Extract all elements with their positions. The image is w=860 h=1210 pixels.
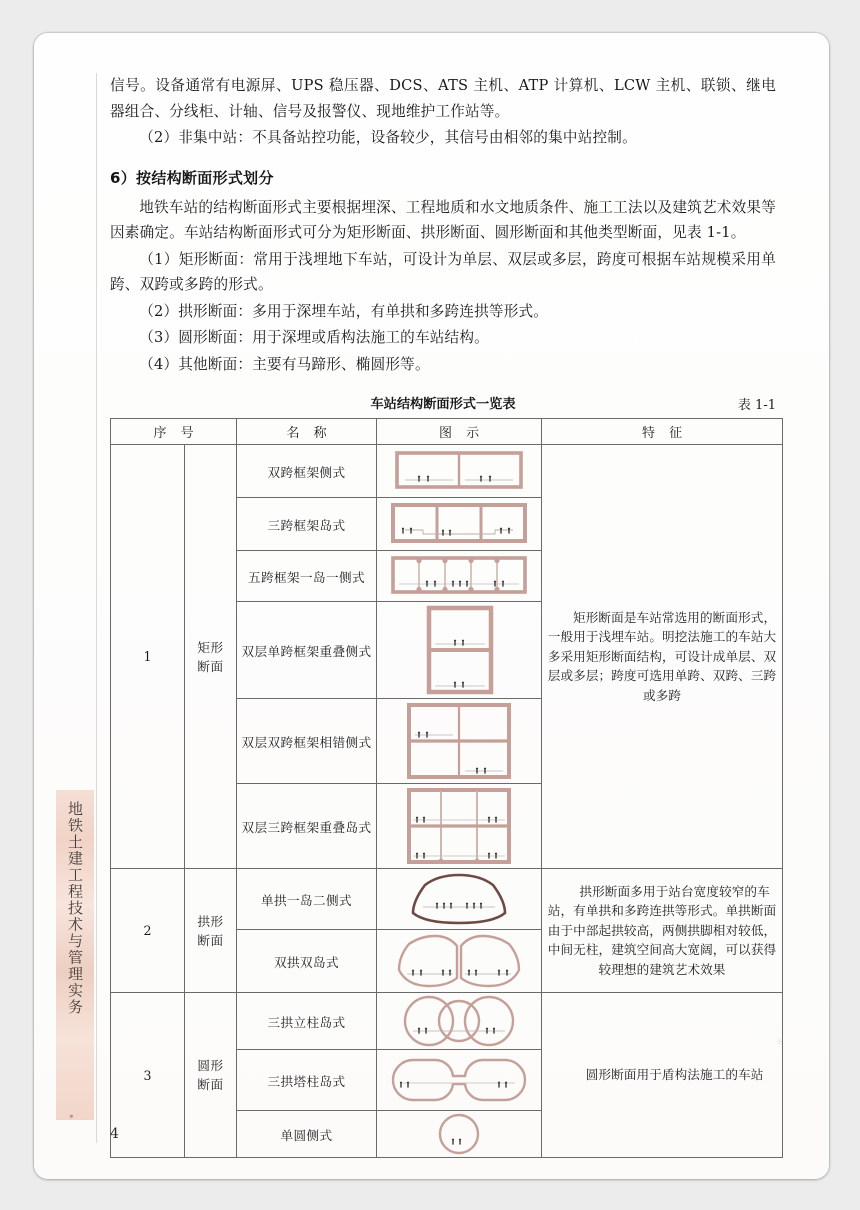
page-content bbox=[110, 73, 776, 1158]
paragraph-circle-section: （3）圆形断面：用于深埋或盾构法施工的车站结构。 bbox=[139, 329, 489, 346]
cell-figure-single-circle-side bbox=[377, 1111, 542, 1158]
double-span-frame-side-diagram bbox=[377, 445, 541, 497]
triple-span-frame-island-diagram bbox=[377, 498, 541, 550]
paragraph-rect-section: （1）矩形断面：常用于浅埋地下车站，可设计为单层、双层或多层，跨度可根据车站规模采用单跨、双跨或多跨的形式。 bbox=[110, 250, 776, 293]
document-page bbox=[34, 33, 829, 1179]
paragraph-non-central-station: （2）非集中站：不具备站控功能，设备较少，其信号由相邻的集中站控制。 bbox=[139, 129, 637, 146]
cell-form-name: 单圆侧式 bbox=[237, 1111, 377, 1158]
double-arch-double-island-diagram bbox=[377, 930, 541, 992]
side-tab-title: 地铁土建工程技术与管理实务 bbox=[66, 801, 84, 1016]
cell-form-name: 双层双跨框架相错侧式 bbox=[237, 699, 377, 784]
cell-category: 拱形 断面 bbox=[185, 869, 237, 993]
margin-rule bbox=[96, 73, 97, 1143]
cell-form-name: 五跨框架一岛一侧式 bbox=[237, 551, 377, 602]
cell-sequence-no: 1 bbox=[111, 445, 185, 869]
page-number: 4 bbox=[110, 1126, 119, 1142]
table-caption-title: 车站结构断面形式一览表 bbox=[370, 397, 516, 412]
cell-form-name: 双跨框架侧式 bbox=[237, 445, 377, 498]
col-header-feature: 特 征 bbox=[542, 419, 783, 445]
table-row bbox=[111, 993, 783, 1050]
paragraph-other-section: （4）其他断面：主要有马蹄形、椭圆形等。 bbox=[139, 355, 430, 373]
table-header-row bbox=[111, 419, 783, 445]
cell-figure-two-level-double-span-offset-side bbox=[377, 699, 542, 784]
cell-figure-two-level-single-span-stacked-side bbox=[377, 602, 542, 699]
cell-feature-description: 拱形断面多用于站台宽度较窄的车站，有单拱和多跨连拱等形式。单拱断面由于中部起拱较高，两侧拱脚相对较低，中间无柱，建筑空间高大宽阔，可以获得较理想的建筑艺术效果 bbox=[542, 869, 783, 993]
cell-category: 圆形 断面 bbox=[185, 993, 237, 1158]
cell-form-name: 单拱一岛二侧式 bbox=[237, 869, 377, 930]
paragraph-signal-equipment: 信号。设备通常有电源屏、UPS 稳压器、DCS、ATS 主机、ATP 计算机、LCW 主机、联锁、继电器组合、分线柜、计轴、信号及报警仪、现地维护工作站等。 bbox=[110, 77, 776, 120]
cell-category: 矩形 断面 bbox=[185, 445, 237, 869]
cell-form-name: 双层单跨框架重叠侧式 bbox=[237, 602, 377, 699]
cell-figure-two-level-triple-span-stacked-island bbox=[377, 784, 542, 869]
cell-sequence-no: 2 bbox=[111, 869, 185, 993]
single-arch-one-island-two-side-diagram bbox=[377, 869, 541, 929]
five-span-frame-island-side-diagram bbox=[377, 551, 541, 601]
cell-figure-triple-span-frame-island bbox=[377, 498, 542, 551]
cell-form-name: 双层三跨框架重叠岛式 bbox=[237, 784, 377, 869]
paragraph-arch-section: （2）拱形断面：多用于深埋车站，有单拱和多跨连拱等形式。 bbox=[139, 302, 549, 320]
cell-feature-description: 矩形断面是车站常选用的断面形式，一般用于浅埋车站。明挖法施工的车站大多采用矩形断面结构，可设计成单层、双层或多层；跨度可选用单跨、双跨、三跨或多跨 bbox=[542, 445, 783, 869]
single-circle-side-diagram bbox=[377, 1111, 541, 1157]
faint-mark: ⁘ bbox=[775, 1037, 786, 1049]
cell-figure-triple-circle-tower-island bbox=[377, 1050, 542, 1111]
table-number: 表 1-1 bbox=[737, 398, 776, 413]
cell-figure-single-arch-one-island-two-side bbox=[377, 869, 542, 930]
table-row bbox=[111, 869, 783, 930]
table-body bbox=[111, 445, 783, 1158]
cell-form-name: 三拱立柱岛式 bbox=[237, 993, 377, 1050]
two-level-triple-span-stacked-island-diagram bbox=[377, 784, 541, 868]
col-header-figure: 图 示 bbox=[377, 419, 542, 445]
cell-figure-five-span-frame-island-side bbox=[377, 551, 542, 602]
section-heading: 6）按结构断面形式划分 bbox=[110, 168, 274, 187]
cell-form-name: 三拱塔柱岛式 bbox=[237, 1050, 377, 1111]
cell-form-name: 双拱双岛式 bbox=[237, 930, 377, 993]
two-level-single-span-stacked-side-diagram bbox=[377, 602, 541, 698]
cell-figure-double-span-frame-side bbox=[377, 445, 542, 498]
side-tab-mark: • bbox=[64, 1113, 77, 1120]
triple-circle-tower-island-diagram bbox=[377, 1050, 541, 1110]
cell-form-name: 三跨框架岛式 bbox=[237, 498, 377, 551]
col-header-name: 名 称 bbox=[237, 419, 377, 445]
section-forms-table bbox=[110, 418, 783, 1158]
cell-figure-triple-circle-column-island bbox=[377, 993, 542, 1050]
table-caption bbox=[110, 393, 776, 415]
paragraph-section-intro: 地铁车站的结构断面形式主要根据埋深、工程地质和水文地质条件、施工工法以及建筑艺术效果等因素确定。车站结构断面形式可分为矩形断面、拱形断面、圆形断面和其他类型断面，见表 1-1。 bbox=[110, 198, 776, 241]
cell-sequence-no: 3 bbox=[111, 993, 185, 1158]
cell-figure-double-arch-double-island bbox=[377, 930, 542, 993]
two-level-double-span-offset-side-diagram bbox=[377, 699, 541, 783]
cell-feature-description: 圆形断面用于盾构法施工的车站 bbox=[542, 993, 783, 1158]
triple-circle-column-island-diagram bbox=[377, 993, 541, 1049]
col-header-no: 序 号 bbox=[111, 419, 237, 445]
table-row bbox=[111, 445, 783, 498]
